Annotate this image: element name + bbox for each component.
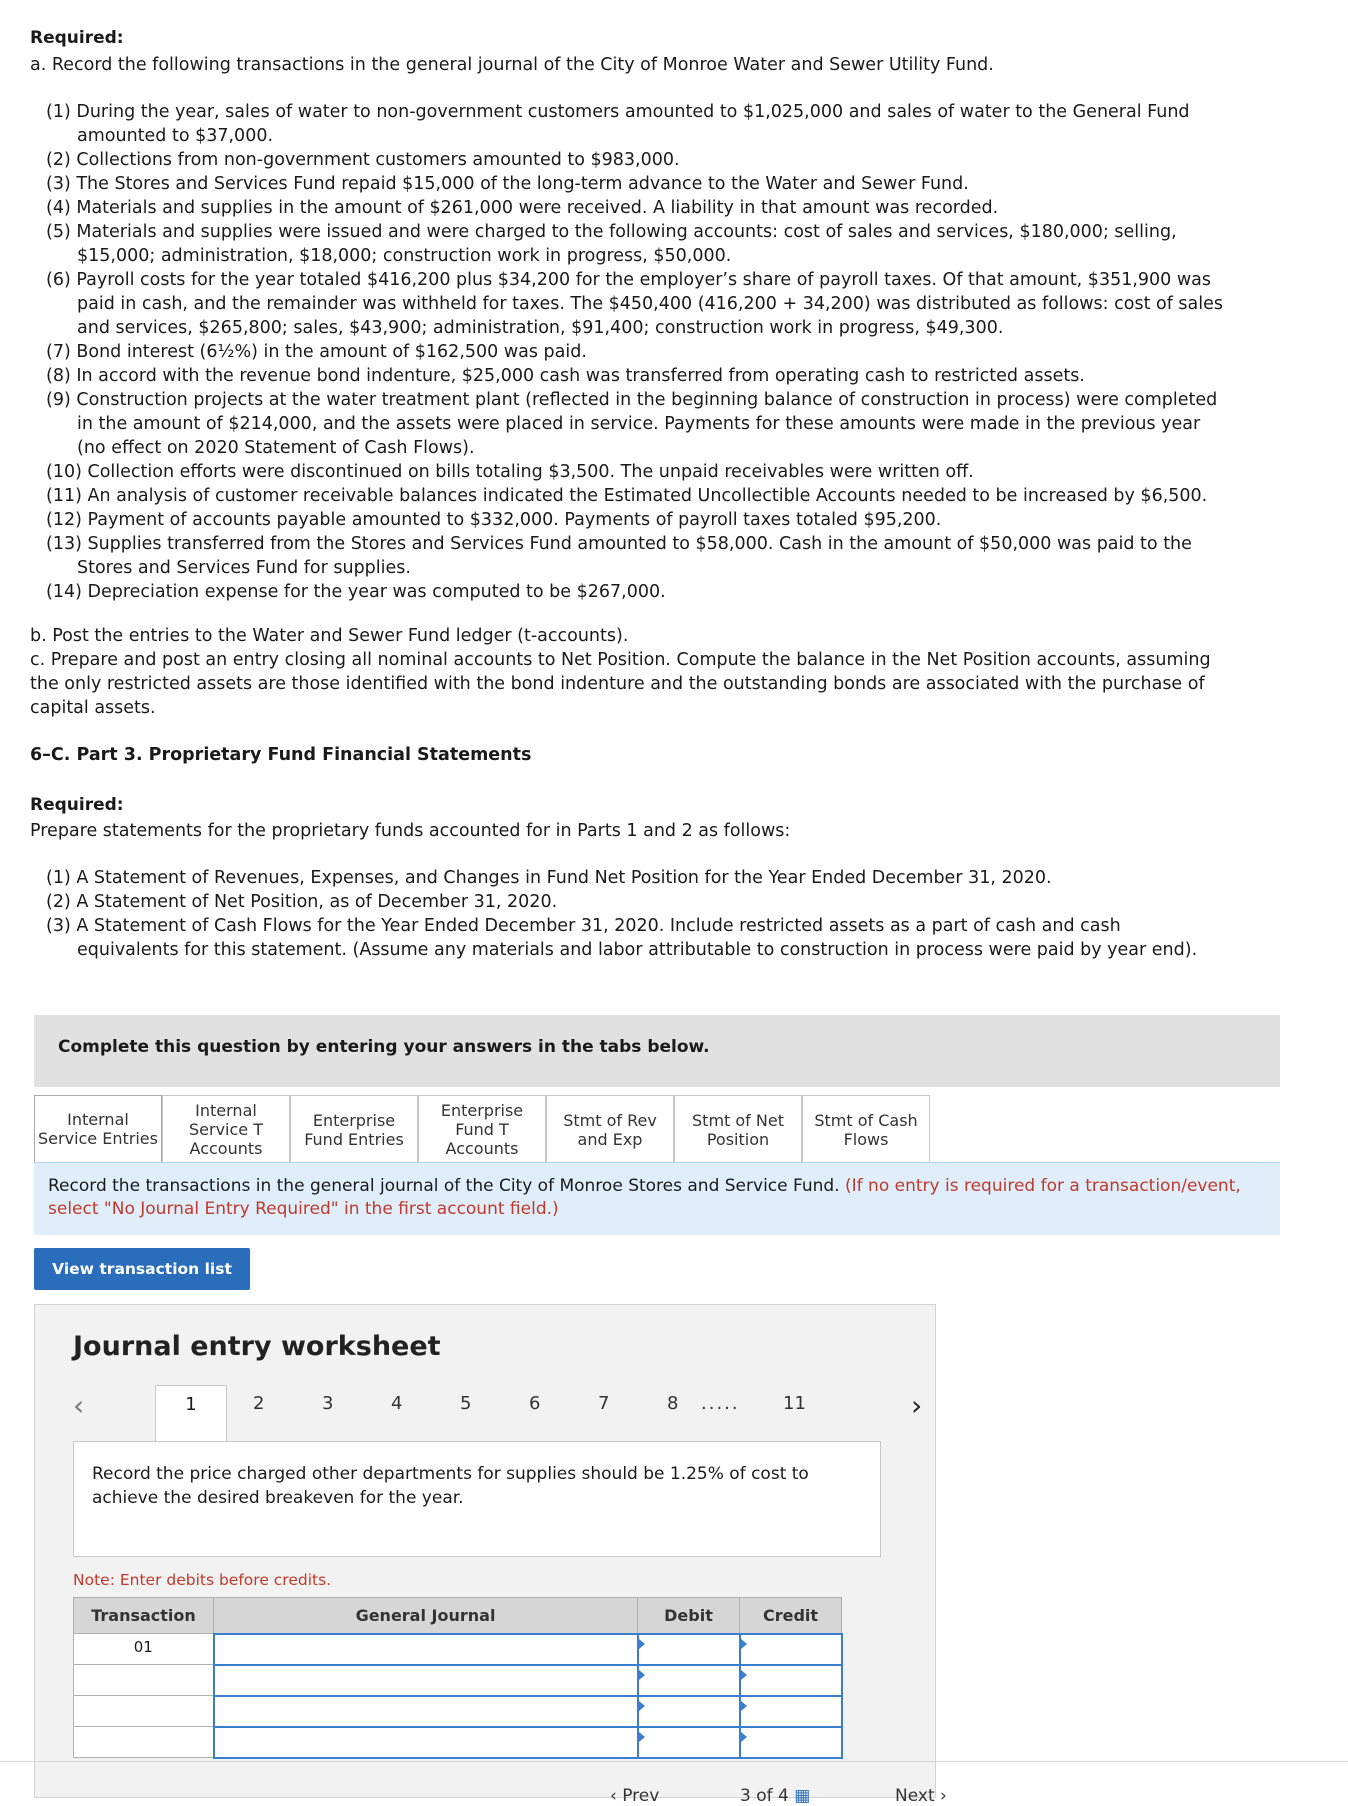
list-line: (1) During the year, sales of water to non-government customers amounted to $1,025,000 and sales of water to the General Fund <box>46 102 1190 122</box>
page-11[interactable]: 11 <box>783 1393 806 1414</box>
tab-label: Accounts <box>189 1139 263 1158</box>
chevron-right-icon[interactable]: › <box>911 1389 923 1422</box>
bottom-divider <box>0 1761 1348 1762</box>
tab-label: Flows <box>843 1129 889 1149</box>
page-label: 1 <box>185 1394 197 1415</box>
part-c-line: capital assets. <box>30 698 156 718</box>
question-bar <box>34 1015 1280 1087</box>
chevron-left-icon[interactable]: ‹ <box>73 1389 85 1422</box>
page-5[interactable]: 5 <box>460 1393 472 1414</box>
list-line: (3) The Stores and Services Fund repaid $15,000 of the long-term advance to the Water and Sewer Fund. <box>46 174 969 194</box>
col-debit: Debit <box>638 1598 740 1634</box>
debit-input[interactable] <box>638 1665 740 1696</box>
account-select[interactable] <box>214 1696 638 1727</box>
tab-label: Fund Entries <box>304 1129 404 1149</box>
list-line: (11) An analysis of customer receivable balances indicated the Estimated Uncollectible Accounts needed to be increased by $6,500. <box>46 486 1208 506</box>
part-a-intro: a. Record the following transactions in the general journal of the City of Monroe Water and Sewer Utility Fund. <box>30 55 994 75</box>
tab-label: Stmt of Rev <box>563 1110 657 1130</box>
grid-icon[interactable]: ▦ <box>794 1786 811 1806</box>
transaction-number: 01 <box>74 1634 214 1665</box>
transaction-description <box>73 1441 881 1557</box>
page-4[interactable]: 4 <box>391 1393 403 1414</box>
worksheet-title: Journal entry worksheet <box>73 1331 441 1362</box>
transaction-description-text: Record the price charged other departments for supplies should be 1.25% of cost to achieve the desired breakeven for the year. <box>92 1464 809 1508</box>
tab-stmt-rev-exp[interactable] <box>546 1095 674 1163</box>
instruction-box <box>34 1162 1280 1235</box>
part3-required-label: Required: <box>30 795 124 815</box>
debit-input[interactable] <box>638 1727 740 1758</box>
part3-intro: Prepare statements for the proprietary funds accounted for in Parts 1 and 2 as follows: <box>30 821 791 841</box>
list-line: (12) Payment of accounts payable amounted to $332,000. Payments of payroll taxes totaled $95,200. <box>46 510 942 530</box>
page-indicator <box>740 1786 810 1806</box>
page-7[interactable]: 7 <box>598 1393 610 1414</box>
page-3[interactable]: 3 <box>322 1393 334 1414</box>
list-line: (4) Materials and supplies in the amount of $261,000 were received. A liability in that amount was recorded. <box>46 198 999 218</box>
list-line: (9) Construction projects at the water treatment plant (reflected in the beginning balance of construction in process) were completed <box>46 390 1218 410</box>
list-line: (no effect on 2020 Statement of Cash Flows). <box>77 438 475 458</box>
tab-stmt-net-position[interactable] <box>674 1095 802 1163</box>
prev-label: Prev <box>622 1786 660 1806</box>
list-line: (10) Collection efforts were discontinued on bills totaling $3,500. The unpaid receivables were written off. <box>46 462 974 482</box>
instruction-text: Record the transactions in the general journal of the City of Monroe Stores and Service Fund. <box>48 1176 840 1196</box>
list-line: in the amount of $214,000, and the assets were placed in service. Payments for these amounts were made in the previous year <box>77 414 1201 434</box>
table-row <box>74 1727 842 1758</box>
credit-input[interactable] <box>740 1665 842 1696</box>
page-indicator-text: 3 of 4 <box>740 1786 789 1806</box>
next-label: Next <box>895 1786 935 1806</box>
tab-label: Service T <box>189 1120 263 1139</box>
list-line: (2) A Statement of Net Position, as of December 31, 2020. <box>46 892 558 912</box>
next-button[interactable]: Next › <box>895 1786 947 1806</box>
table-row <box>74 1696 842 1727</box>
tab-stmt-cash-flows[interactable] <box>802 1095 930 1163</box>
col-credit: Credit <box>740 1598 842 1634</box>
part-c-line: the only restricted assets are those identified with the bond indenture and the outstanding bonds are associated with the purchase of <box>30 674 1205 694</box>
table-row <box>74 1665 842 1696</box>
tab-bar <box>34 1095 930 1163</box>
instruction-note: (If no entry is required for a transaction/event, select "No Journal Entry Required" in the first account field.) <box>48 1176 1241 1219</box>
tab-internal-service-entries[interactable] <box>34 1095 162 1163</box>
journal-table <box>73 1597 843 1759</box>
list-line: (2) Collections from non-government customers amounted to $983,000. <box>46 150 680 170</box>
tab-label: Enterprise <box>440 1101 524 1120</box>
tab-label: Accounts <box>445 1139 519 1158</box>
view-transaction-list-button[interactable]: View transaction list <box>34 1248 250 1290</box>
part-b-line: b. Post the entries to the Water and Sewer Fund ledger (t-accounts). <box>30 626 629 646</box>
tab-internal-service-t-accounts[interactable] <box>162 1095 290 1163</box>
required-label: Required: <box>30 28 124 48</box>
tab-label: Stmt of Cash <box>814 1110 918 1130</box>
prev-button[interactable]: ‹ Prev <box>610 1786 660 1806</box>
transaction-number <box>74 1665 214 1696</box>
list-line: (7) Bond interest (6½%) in the amount of $162,500 was paid. <box>46 342 587 362</box>
part-c-line: c. Prepare and post an entry closing all nominal accounts to Net Position. Compute the balance in the Net Position accounts, assuming <box>30 650 1211 670</box>
debit-input[interactable] <box>638 1696 740 1727</box>
question-bar-text: Complete this question by entering your answers in the tabs below. <box>58 1037 710 1057</box>
page-ellipsis: ..... <box>701 1393 740 1414</box>
credit-input[interactable] <box>740 1634 842 1665</box>
part3-title: 6–C. Part 3. Proprietary Fund Financial Statements <box>30 745 532 765</box>
col-general-journal: General Journal <box>214 1598 638 1634</box>
list-line: (14) Depreciation expense for the year was computed to be $267,000. <box>46 582 666 602</box>
tab-label: and Exp <box>577 1129 643 1149</box>
page-1[interactable] <box>155 1385 227 1443</box>
tab-label: Position <box>706 1129 770 1149</box>
tab-enterprise-fund-entries[interactable] <box>290 1095 418 1163</box>
account-select[interactable] <box>214 1634 638 1665</box>
list-line: (6) Payroll costs for the year totaled $416,200 plus $34,200 for the employer’s share of payroll taxes. Of that amount, $351,900 was <box>46 270 1212 290</box>
tab-label: Enterprise <box>312 1110 396 1130</box>
list-line: (1) A Statement of Revenues, Expenses, and Changes in Fund Net Position for the Year Ended December 31, 2020. <box>46 868 1052 888</box>
list-line: (5) Materials and supplies were issued and were charged to the following accounts: cost of sales and services, $180,000; selling, <box>46 222 1177 242</box>
tab-label: Service Entries <box>38 1129 158 1148</box>
list-line: (13) Supplies transferred from the Stores and Services Fund amounted to $58,000. Cash in the amount of $50,000 was paid to the <box>46 534 1192 554</box>
journal-entry-worksheet <box>34 1304 936 1798</box>
tab-enterprise-fund-t-accounts[interactable] <box>418 1095 546 1163</box>
debit-input[interactable] <box>638 1634 740 1665</box>
list-line: paid in cash, and the remainder was withheld for taxes. The $450,400 (416,200 + 34,200) was distributed as follows: cost of sales <box>77 294 1224 314</box>
list-line: amounted to $37,000. <box>77 126 274 146</box>
list-line: Stores and Services Fund for supplies. <box>77 558 411 578</box>
debits-note: Note: Enter debits before credits. <box>73 1571 332 1589</box>
account-select[interactable] <box>214 1665 638 1696</box>
page-6[interactable]: 6 <box>529 1393 541 1414</box>
tab-label: Internal <box>67 1110 129 1129</box>
credit-input[interactable] <box>740 1727 842 1758</box>
page-8[interactable]: 8 <box>667 1393 679 1414</box>
tab-label: Internal <box>195 1101 257 1120</box>
table-row <box>74 1634 842 1665</box>
tab-label: Fund T <box>455 1120 509 1139</box>
account-select[interactable] <box>214 1727 638 1758</box>
transaction-number <box>74 1696 214 1727</box>
tab-label: Stmt of Net <box>692 1110 784 1130</box>
transaction-number <box>74 1727 214 1758</box>
page-2[interactable]: 2 <box>253 1393 265 1414</box>
list-line: equivalents for this statement. (Assume any materials and labor attributable to construction in process were paid by year end). <box>77 940 1198 960</box>
list-line: (3) A Statement of Cash Flows for the Year Ended December 31, 2020. Include restricted assets as a part of cash and cash <box>46 916 1121 936</box>
worksheet-pager <box>71 1389 923 1433</box>
col-transaction: Transaction <box>74 1598 214 1634</box>
list-line: $15,000; administration, $18,000; construction work in progress, $50,000. <box>77 246 732 266</box>
list-line: and services, $265,800; sales, $43,900; administration, $91,400; construction work in progress, $49,300. <box>77 318 1004 338</box>
credit-input[interactable] <box>740 1696 842 1727</box>
list-line: (8) In accord with the revenue bond indenture, $25,000 cash was transferred from operating cash to restricted assets. <box>46 366 1085 386</box>
